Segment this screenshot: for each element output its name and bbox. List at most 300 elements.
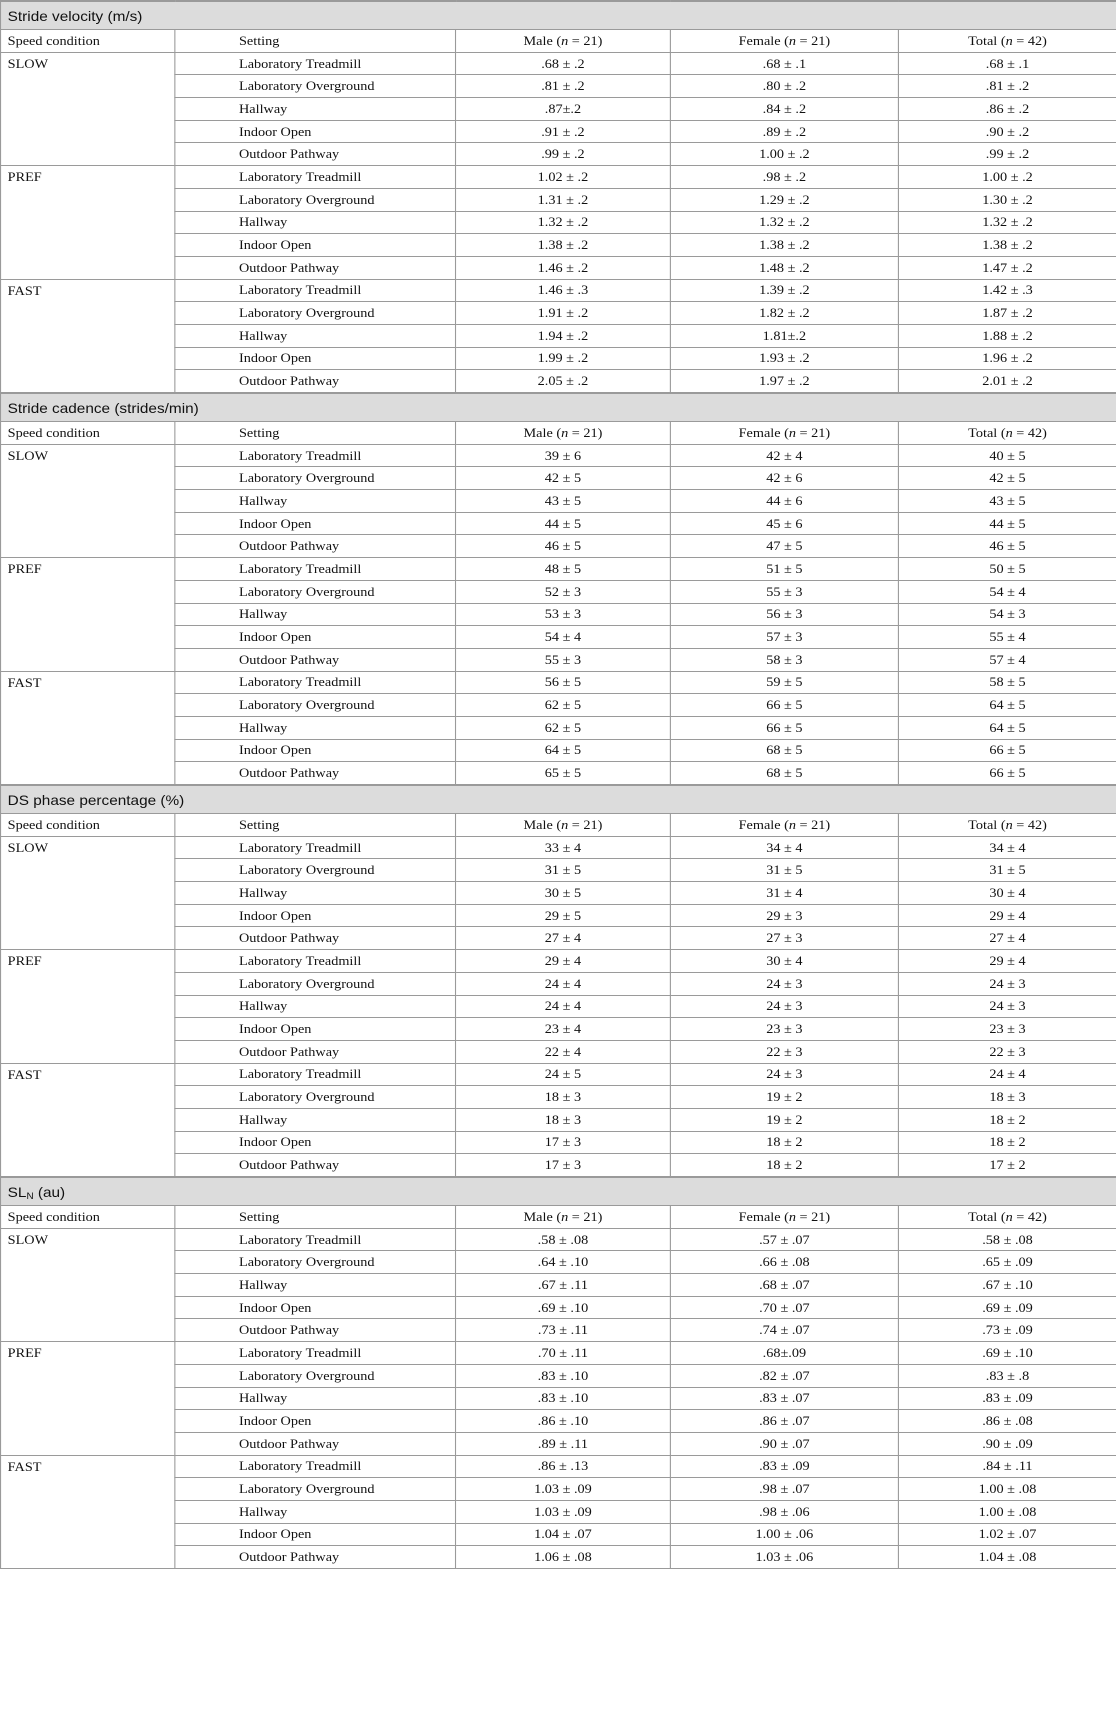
setting-cell: Laboratory Treadmill [175, 166, 456, 189]
setting-cell: Indoor Open [175, 1410, 456, 1433]
total-value-cell: 43 ± 5 [898, 490, 1116, 513]
male-value-cell: 1.99 ± .2 [456, 347, 671, 370]
header-label: Female ( [738, 32, 789, 48]
total-value-cell: .58 ± .08 [898, 1228, 1116, 1251]
table-row [1, 166, 1116, 189]
section-title-subscript: N [26, 1190, 34, 1201]
speed-condition-cell: SLOW [1, 444, 175, 557]
setting-cell: Outdoor Pathway [175, 535, 456, 558]
male-value-cell: 1.38 ± .2 [456, 234, 671, 257]
setting-cell: Outdoor Pathway [175, 762, 456, 785]
setting-cell: Indoor Open [175, 739, 456, 762]
total-value-cell: 18 ± 2 [898, 1108, 1116, 1131]
speed-condition-cell: SLOW [1, 836, 175, 949]
header-n-symbol: n [561, 1208, 569, 1224]
male-value-cell: 27 ± 4 [456, 927, 671, 950]
header-n-value: = 21) [795, 424, 831, 440]
male-value-cell: 31 ± 5 [456, 859, 671, 882]
total-value-cell: .84 ± .11 [898, 1455, 1116, 1478]
female-value-cell: 1.48 ± .2 [670, 256, 898, 279]
female-value-cell: 55 ± 3 [670, 580, 898, 603]
male-value-cell: 1.91 ± .2 [456, 302, 671, 325]
male-value-cell: .67 ± .11 [456, 1274, 671, 1297]
setting-cell: Laboratory Overground [175, 859, 456, 882]
total-value-cell: 57 ± 4 [898, 648, 1116, 671]
setting-cell: Laboratory Overground [175, 580, 456, 603]
male-value-cell: 1.03 ± .09 [456, 1478, 671, 1501]
setting-cell: Laboratory Treadmill [175, 558, 456, 581]
female-value-cell: 42 ± 6 [670, 467, 898, 490]
setting-cell: Hallway [175, 603, 456, 626]
male-value-cell: .69 ± .10 [456, 1296, 671, 1319]
header-n-value: = 21) [568, 1208, 603, 1224]
setting-cell: Hallway [175, 882, 456, 905]
female-value-cell: .66 ± .08 [670, 1251, 898, 1274]
speed-condition-cell: FAST [1, 1063, 175, 1177]
setting-cell: Laboratory Overground [175, 1086, 456, 1109]
total-value-cell: 34 ± 4 [898, 836, 1116, 859]
table-row [1, 1455, 1116, 1478]
header-n-value: = 21) [568, 32, 603, 48]
female-value-cell: .98 ± .2 [670, 166, 898, 189]
header-n-symbol: n [788, 32, 796, 48]
header-speed-condition: Speed condition [1, 814, 175, 837]
section-title [1, 785, 1116, 814]
section-title-text: DS phase percentage (%) [7, 791, 185, 808]
total-value-cell: 18 ± 3 [898, 1086, 1116, 1109]
setting-cell: Indoor Open [175, 234, 456, 257]
setting-cell: Hallway [175, 490, 456, 513]
male-value-cell: 1.02 ± .2 [456, 166, 671, 189]
female-value-cell: 58 ± 3 [670, 648, 898, 671]
male-value-cell: .83 ± .10 [456, 1387, 671, 1410]
total-value-cell: .99 ± .2 [898, 143, 1116, 166]
male-value-cell: .70 ± .11 [456, 1342, 671, 1365]
header-total [898, 30, 1116, 53]
female-value-cell: 42 ± 4 [670, 444, 898, 467]
setting-cell: Hallway [175, 995, 456, 1018]
header-label: Male ( [523, 1208, 562, 1224]
header-n-value: = 42) [1012, 816, 1047, 832]
header-male [456, 814, 671, 837]
total-value-cell: 1.32 ± .2 [898, 211, 1116, 234]
header-n-value: = 21) [568, 816, 603, 832]
total-value-cell: 46 ± 5 [898, 535, 1116, 558]
speed-condition-cell: PREF [1, 558, 175, 671]
male-value-cell: 29 ± 4 [456, 950, 671, 973]
speed-condition-cell: FAST [1, 671, 175, 785]
header-label: Male ( [523, 816, 562, 832]
header-speed-condition: Speed condition [1, 422, 175, 445]
female-value-cell: 24 ± 3 [670, 1063, 898, 1086]
header-label: Male ( [523, 424, 562, 440]
female-value-cell: 29 ± 3 [670, 904, 898, 927]
total-value-cell: .69 ± .10 [898, 1342, 1116, 1365]
setting-cell: Laboratory Overground [175, 188, 456, 211]
total-value-cell: 22 ± 3 [898, 1040, 1116, 1063]
total-value-cell: 30 ± 4 [898, 882, 1116, 905]
setting-cell: Laboratory Overground [175, 467, 456, 490]
male-value-cell: 2.05 ± .2 [456, 370, 671, 393]
total-value-cell: .81 ± .2 [898, 75, 1116, 98]
table-row [1, 279, 1116, 302]
setting-cell: Hallway [175, 1108, 456, 1131]
female-value-cell: .86 ± .07 [670, 1410, 898, 1433]
male-value-cell: 1.46 ± .3 [456, 279, 671, 302]
female-value-cell: .68±.09 [670, 1342, 898, 1365]
female-value-cell: 18 ± 2 [670, 1131, 898, 1154]
total-value-cell: .73 ± .09 [898, 1319, 1116, 1342]
female-value-cell: 1.03 ± .06 [670, 1546, 898, 1569]
male-value-cell: 64 ± 5 [456, 739, 671, 762]
total-value-cell: 1.96 ± .2 [898, 347, 1116, 370]
male-value-cell: .83 ± .10 [456, 1364, 671, 1387]
section-header [1, 1, 1116, 30]
section-header [1, 785, 1116, 814]
total-value-cell: 64 ± 5 [898, 716, 1116, 739]
header-setting: Setting [175, 422, 456, 445]
total-value-cell: 1.87 ± .2 [898, 302, 1116, 325]
header-n-symbol: n [561, 424, 569, 440]
male-value-cell: 65 ± 5 [456, 762, 671, 785]
male-value-cell: 1.32 ± .2 [456, 211, 671, 234]
male-value-cell: 39 ± 6 [456, 444, 671, 467]
setting-cell: Indoor Open [175, 120, 456, 143]
header-n-value: = 42) [1012, 1208, 1047, 1224]
header-setting: Setting [175, 30, 456, 53]
female-value-cell: 1.82 ± .2 [670, 302, 898, 325]
female-value-cell: 23 ± 3 [670, 1018, 898, 1041]
female-value-cell: 24 ± 3 [670, 995, 898, 1018]
table-row [1, 671, 1116, 694]
header-n-symbol: n [1005, 32, 1013, 48]
male-value-cell: .99 ± .2 [456, 143, 671, 166]
header-label: Total ( [968, 32, 1006, 48]
male-value-cell: .87±.2 [456, 98, 671, 121]
total-value-cell: 1.42 ± .3 [898, 279, 1116, 302]
header-n-value: = 42) [1012, 424, 1047, 440]
total-value-cell: 58 ± 5 [898, 671, 1116, 694]
header-n-value: = 42) [1012, 32, 1047, 48]
female-value-cell: 68 ± 5 [670, 762, 898, 785]
total-value-cell: 31 ± 5 [898, 859, 1116, 882]
setting-cell: Indoor Open [175, 1523, 456, 1546]
male-value-cell: 33 ± 4 [456, 836, 671, 859]
setting-cell: Outdoor Pathway [175, 648, 456, 671]
setting-cell: Hallway [175, 211, 456, 234]
female-value-cell: 44 ± 6 [670, 490, 898, 513]
female-value-cell: 27 ± 3 [670, 927, 898, 950]
female-value-cell: .80 ± .2 [670, 75, 898, 98]
total-value-cell: .68 ± .1 [898, 52, 1116, 75]
total-value-cell: .69 ± .09 [898, 1296, 1116, 1319]
female-value-cell: .98 ± .06 [670, 1500, 898, 1523]
male-value-cell: 56 ± 5 [456, 671, 671, 694]
female-value-cell: 1.00 ± .2 [670, 143, 898, 166]
female-value-cell: 68 ± 5 [670, 739, 898, 762]
section-header [1, 1177, 1116, 1206]
male-value-cell: 46 ± 5 [456, 535, 671, 558]
header-female [670, 422, 898, 445]
total-value-cell: 18 ± 2 [898, 1131, 1116, 1154]
header-speed-condition: Speed condition [1, 1206, 175, 1229]
setting-cell: Laboratory Treadmill [175, 279, 456, 302]
header-n-symbol: n [788, 424, 796, 440]
setting-cell: Hallway [175, 716, 456, 739]
total-value-cell: 24 ± 3 [898, 995, 1116, 1018]
female-value-cell: 1.00 ± .06 [670, 1523, 898, 1546]
female-value-cell: .68 ± .07 [670, 1274, 898, 1297]
setting-cell: Laboratory Treadmill [175, 671, 456, 694]
header-label: Total ( [968, 1208, 1006, 1224]
setting-cell: Laboratory Overground [175, 694, 456, 717]
section-header [1, 393, 1116, 422]
setting-cell: Outdoor Pathway [175, 927, 456, 950]
table-row [1, 836, 1116, 859]
male-value-cell: .68 ± .2 [456, 52, 671, 75]
male-value-cell: .86 ± .13 [456, 1455, 671, 1478]
setting-cell: Hallway [175, 98, 456, 121]
setting-cell: Indoor Open [175, 1296, 456, 1319]
female-value-cell: 57 ± 3 [670, 626, 898, 649]
male-value-cell: 62 ± 5 [456, 716, 671, 739]
header-n-symbol: n [788, 1208, 796, 1224]
female-value-cell: .98 ± .07 [670, 1478, 898, 1501]
female-value-cell: .83 ± .09 [670, 1455, 898, 1478]
speed-condition-cell: FAST [1, 279, 175, 393]
male-value-cell: 30 ± 5 [456, 882, 671, 905]
male-value-cell: .91 ± .2 [456, 120, 671, 143]
female-value-cell: .82 ± .07 [670, 1364, 898, 1387]
setting-cell: Laboratory Overground [175, 302, 456, 325]
header-label: Male ( [523, 32, 562, 48]
female-value-cell: 47 ± 5 [670, 535, 898, 558]
setting-cell: Outdoor Pathway [175, 1040, 456, 1063]
total-value-cell: 64 ± 5 [898, 694, 1116, 717]
total-value-cell: 1.47 ± .2 [898, 256, 1116, 279]
total-value-cell: .67 ± .10 [898, 1274, 1116, 1297]
total-value-cell: 1.88 ± .2 [898, 324, 1116, 347]
total-value-cell: 40 ± 5 [898, 444, 1116, 467]
setting-cell: Laboratory Overground [175, 1251, 456, 1274]
section-title-main: SL [7, 1183, 27, 1200]
setting-cell: Hallway [175, 324, 456, 347]
setting-cell: Laboratory Treadmill [175, 1342, 456, 1365]
total-value-cell: 2.01 ± .2 [898, 370, 1116, 393]
setting-cell: Hallway [175, 1274, 456, 1297]
male-value-cell: 53 ± 3 [456, 603, 671, 626]
table-row [1, 1342, 1116, 1365]
female-value-cell: 1.32 ± .2 [670, 211, 898, 234]
male-value-cell: 1.03 ± .09 [456, 1500, 671, 1523]
header-total [898, 422, 1116, 445]
female-value-cell: 51 ± 5 [670, 558, 898, 581]
table-row [1, 1228, 1116, 1251]
female-value-cell: .83 ± .07 [670, 1387, 898, 1410]
male-value-cell: .73 ± .11 [456, 1319, 671, 1342]
header-total [898, 1206, 1116, 1229]
setting-cell: Hallway [175, 1387, 456, 1410]
female-value-cell: .90 ± .07 [670, 1432, 898, 1455]
header-speed-condition: Speed condition [1, 30, 175, 53]
male-value-cell: 17 ± 3 [456, 1154, 671, 1177]
section-title-text: Stride velocity (m/s) [7, 7, 143, 24]
female-value-cell: 19 ± 2 [670, 1086, 898, 1109]
female-value-cell: 1.97 ± .2 [670, 370, 898, 393]
total-value-cell: 1.00 ± .08 [898, 1500, 1116, 1523]
header-n-symbol: n [561, 816, 569, 832]
female-value-cell: 22 ± 3 [670, 1040, 898, 1063]
male-value-cell: 55 ± 3 [456, 648, 671, 671]
table-row [1, 444, 1116, 467]
setting-cell: Laboratory Overground [175, 1478, 456, 1501]
header-n-value: = 21) [795, 1208, 831, 1224]
total-value-cell: 66 ± 5 [898, 762, 1116, 785]
header-male [456, 422, 671, 445]
total-value-cell: 50 ± 5 [898, 558, 1116, 581]
female-value-cell: 18 ± 2 [670, 1154, 898, 1177]
total-value-cell: .65 ± .09 [898, 1251, 1116, 1274]
total-value-cell: 54 ± 3 [898, 603, 1116, 626]
header-label: Female ( [738, 1208, 789, 1224]
female-value-cell: 1.38 ± .2 [670, 234, 898, 257]
header-n-symbol: n [788, 816, 796, 832]
setting-cell: Indoor Open [175, 904, 456, 927]
female-value-cell: 30 ± 4 [670, 950, 898, 973]
female-value-cell: 59 ± 5 [670, 671, 898, 694]
female-value-cell: 1.81±.2 [670, 324, 898, 347]
female-value-cell: .74 ± .07 [670, 1319, 898, 1342]
header-label: Total ( [968, 424, 1006, 440]
header-label: Female ( [738, 816, 789, 832]
total-value-cell: .90 ± .09 [898, 1432, 1116, 1455]
column-header-row [1, 1206, 1116, 1229]
female-value-cell: 1.29 ± .2 [670, 188, 898, 211]
male-value-cell: 1.06 ± .08 [456, 1546, 671, 1569]
total-value-cell: .83 ± .09 [898, 1387, 1116, 1410]
male-value-cell: 18 ± 3 [456, 1086, 671, 1109]
table-row [1, 950, 1116, 973]
speed-condition-cell: SLOW [1, 1228, 175, 1341]
setting-cell: Laboratory Treadmill [175, 52, 456, 75]
male-value-cell: .81 ± .2 [456, 75, 671, 98]
setting-cell: Outdoor Pathway [175, 1546, 456, 1569]
female-value-cell: 31 ± 4 [670, 882, 898, 905]
setting-cell: Outdoor Pathway [175, 1154, 456, 1177]
male-value-cell: 62 ± 5 [456, 694, 671, 717]
total-value-cell: 24 ± 3 [898, 972, 1116, 995]
total-value-cell: 1.38 ± .2 [898, 234, 1116, 257]
total-value-cell: .83 ± .8 [898, 1364, 1116, 1387]
total-value-cell: 23 ± 3 [898, 1018, 1116, 1041]
column-header-row [1, 814, 1116, 837]
header-n-value: = 21) [795, 32, 831, 48]
setting-cell: Hallway [175, 1500, 456, 1523]
speed-condition-cell: PREF [1, 1342, 175, 1455]
setting-cell: Laboratory Overground [175, 972, 456, 995]
section-title [1, 393, 1116, 422]
male-value-cell: 48 ± 5 [456, 558, 671, 581]
female-value-cell: 45 ± 6 [670, 512, 898, 535]
header-n-value: = 21) [795, 816, 831, 832]
header-female [670, 1206, 898, 1229]
female-value-cell: .84 ± .2 [670, 98, 898, 121]
setting-cell: Outdoor Pathway [175, 1319, 456, 1342]
female-value-cell: 66 ± 5 [670, 716, 898, 739]
male-value-cell: 24 ± 5 [456, 1063, 671, 1086]
male-value-cell: 22 ± 4 [456, 1040, 671, 1063]
female-value-cell: 1.39 ± .2 [670, 279, 898, 302]
total-value-cell: 1.00 ± .08 [898, 1478, 1116, 1501]
header-total [898, 814, 1116, 837]
header-n-symbol: n [1005, 816, 1013, 832]
total-value-cell: 44 ± 5 [898, 512, 1116, 535]
male-value-cell: 23 ± 4 [456, 1018, 671, 1041]
setting-cell: Laboratory Treadmill [175, 1063, 456, 1086]
setting-cell: Laboratory Treadmill [175, 836, 456, 859]
setting-cell: Outdoor Pathway [175, 370, 456, 393]
male-value-cell: 1.31 ± .2 [456, 188, 671, 211]
speed-condition-cell: PREF [1, 166, 175, 279]
header-n-symbol: n [1005, 1208, 1013, 1224]
speed-condition-cell: PREF [1, 950, 175, 1063]
male-value-cell: 1.04 ± .07 [456, 1523, 671, 1546]
total-value-cell: 29 ± 4 [898, 950, 1116, 973]
male-value-cell: 1.46 ± .2 [456, 256, 671, 279]
header-setting: Setting [175, 814, 456, 837]
female-value-cell: .57 ± .07 [670, 1228, 898, 1251]
male-value-cell: 42 ± 5 [456, 467, 671, 490]
male-value-cell: 18 ± 3 [456, 1108, 671, 1131]
header-n-symbol: n [561, 32, 569, 48]
total-value-cell: 1.00 ± .2 [898, 166, 1116, 189]
male-value-cell: .86 ± .10 [456, 1410, 671, 1433]
setting-cell: Indoor Open [175, 1018, 456, 1041]
section-title-unit: (au) [33, 1183, 66, 1200]
male-value-cell: .64 ± .10 [456, 1251, 671, 1274]
header-setting: Setting [175, 1206, 456, 1229]
male-value-cell: 24 ± 4 [456, 972, 671, 995]
total-value-cell: 55 ± 4 [898, 626, 1116, 649]
total-value-cell: 54 ± 4 [898, 580, 1116, 603]
setting-cell: Laboratory Treadmill [175, 1228, 456, 1251]
male-value-cell: 43 ± 5 [456, 490, 671, 513]
header-label: Total ( [968, 816, 1006, 832]
setting-cell: Laboratory Treadmill [175, 1455, 456, 1478]
total-value-cell: 42 ± 5 [898, 467, 1116, 490]
header-female [670, 814, 898, 837]
total-value-cell: 66 ± 5 [898, 739, 1116, 762]
table-row [1, 52, 1116, 75]
total-value-cell: .86 ± .08 [898, 1410, 1116, 1433]
section-title [1, 1177, 1116, 1206]
male-value-cell: 54 ± 4 [456, 626, 671, 649]
male-value-cell: .89 ± .11 [456, 1432, 671, 1455]
speed-condition-cell: SLOW [1, 52, 175, 165]
total-value-cell: 1.04 ± .08 [898, 1546, 1116, 1569]
table-row [1, 558, 1116, 581]
setting-cell: Indoor Open [175, 347, 456, 370]
setting-cell: Outdoor Pathway [175, 143, 456, 166]
header-male [456, 1206, 671, 1229]
female-value-cell: 24 ± 3 [670, 972, 898, 995]
setting-cell: Indoor Open [175, 1131, 456, 1154]
male-value-cell: 29 ± 5 [456, 904, 671, 927]
setting-cell: Laboratory Treadmill [175, 950, 456, 973]
setting-cell: Indoor Open [175, 626, 456, 649]
female-value-cell: 56 ± 3 [670, 603, 898, 626]
header-n-value: = 21) [568, 424, 603, 440]
